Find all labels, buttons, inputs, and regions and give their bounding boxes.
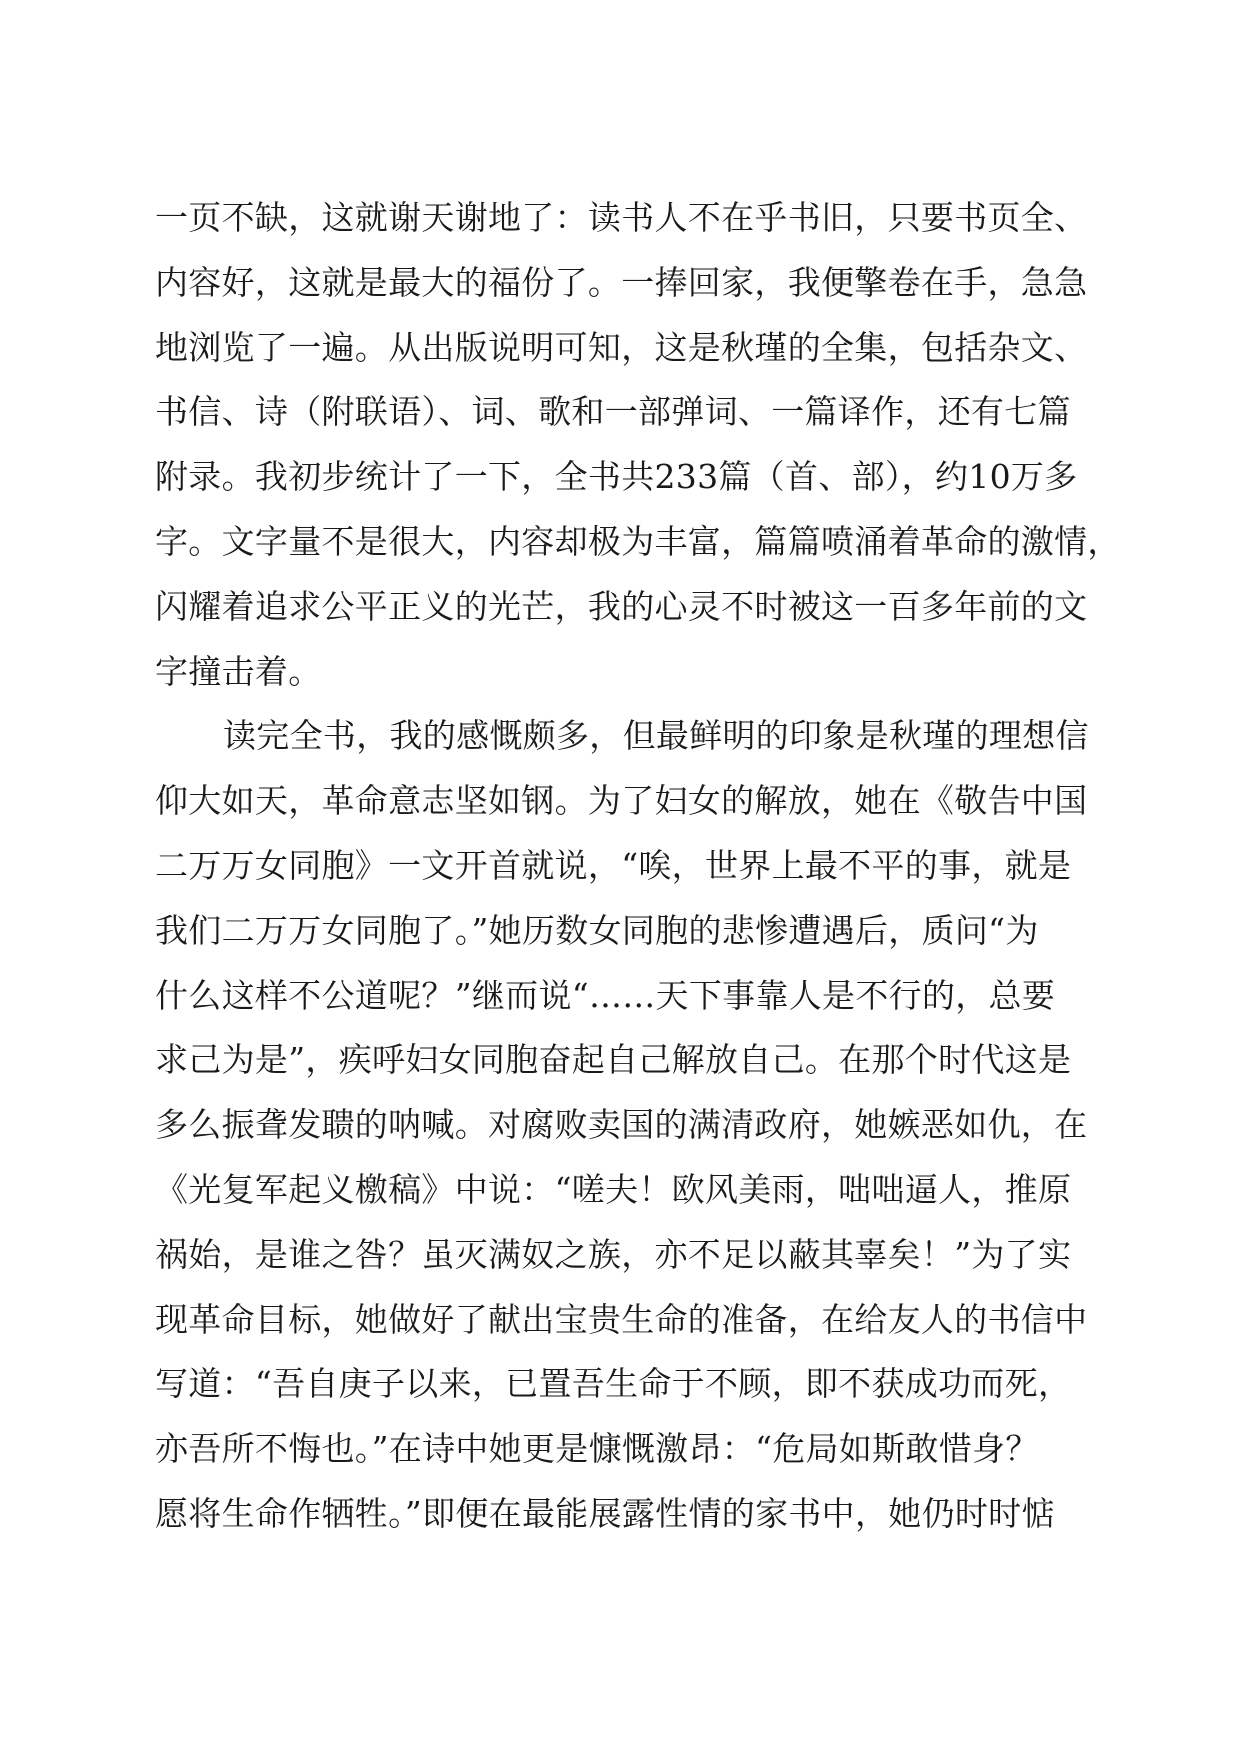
text-line: 写道：“吾自庚子以来，已置吾生命于不顾，即不获成功而死， — [155, 1364, 1072, 1404]
text-line: 字。文字量不是很大，内容却极为丰富，篇篇喷涌着革命的激情， — [155, 521, 1121, 561]
text-line: 附录。我初步统计了一下，全书共233篇（首、部），约10万多 — [155, 457, 1078, 497]
body-text — [155, 186, 1121, 1547]
text-line: 闪耀着追求公平正义的光芒，我的心灵不时被这一百多年前的文 — [155, 586, 1088, 626]
text-line: 书信、诗（附联语）、词、歌和一部弹词、一篇译作，还有七篇 — [155, 392, 1071, 432]
text-line: 《光复军起义檄稿》中说：“嗟夫！欧风美雨，咄咄逼人，推原 — [155, 1169, 1072, 1209]
text-line: 字撞击着。 — [155, 651, 322, 691]
text-line: 什么这样不公道呢？”继而说“……天下事靠人是不行的，总要 — [155, 975, 1056, 1015]
text-line: 求己为是”，疾呼妇女同胞奋起自己解放自己。在那个时代这是 — [155, 1040, 1072, 1080]
text-line: 现革命目标，她做好了献出宝贵生命的准备，在给友人的书信中 — [155, 1299, 1088, 1339]
text-line: 祸始，是谁之咎？虽灭满奴之族，亦不足以蔽其辜矣！”为了实 — [155, 1234, 1072, 1274]
text-line: 内容好，这就是最大的福份了。一捧回家，我便擎卷在手，急急 — [155, 262, 1088, 302]
text-line: 地浏览了一遍。从出版说明可知，这是秋瑾的全集，包括杂文、 — [155, 327, 1088, 367]
text-line: 亦吾所不悔也。”在诗中她更是慷慨激昂：“危局如斯敢惜身？ — [155, 1429, 1039, 1469]
text-line: 二万万女同胞》一文开首就说，“唉，世界上最不平的事，就是 — [155, 845, 1072, 885]
text-line: 一页不缺，这就谢天谢地了：读书人不在乎书旧，只要书页全、 — [155, 198, 1088, 237]
text-line: 愿将生命作牺牲。”即便在最能展露性情的家书中，她仍时时惦 — [155, 1493, 1055, 1533]
text-line: 多么振聋发聩的呐喊。对腐败卖国的满清政府，她嫉恶如仇，在 — [155, 1105, 1088, 1145]
paragraph-start-line: 读完全书，我的感慨颇多，但最鲜明的印象是秋瑾的理想信 — [223, 716, 1089, 756]
text-line: 仰大如天，革命意志坚如钢。为了妇女的解放，她在《敬告中国 — [155, 781, 1088, 821]
text-line: 我们二万万女同胞了。”她历数女同胞的悲惨遭遇后，质问“为 — [155, 910, 1039, 950]
